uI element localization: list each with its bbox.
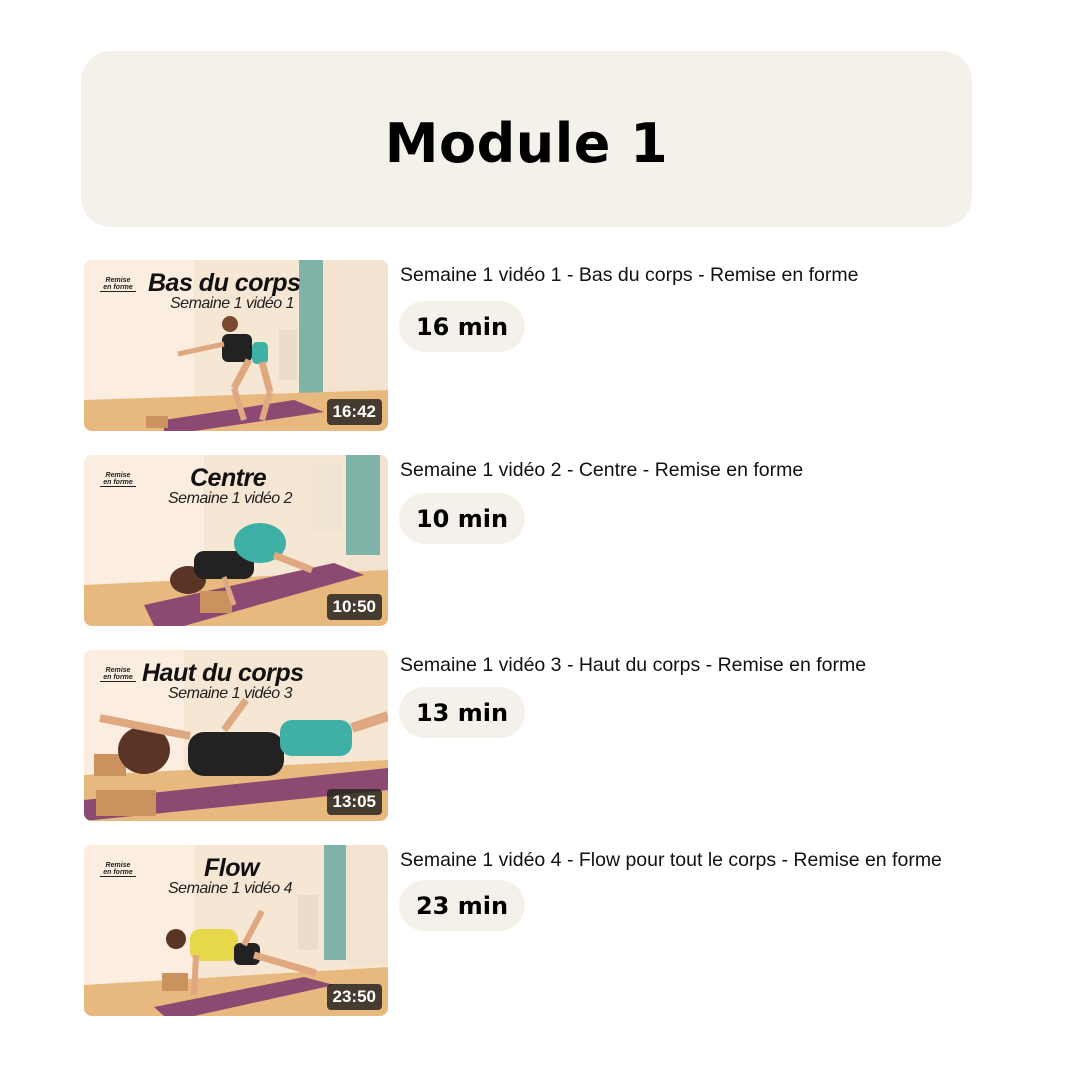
logo-line-2: en forme — [103, 479, 133, 486]
logo-line-1: Remise — [105, 277, 131, 284]
thumbnail-logo — [100, 277, 136, 292]
logo-line-2: en forme — [103, 869, 133, 876]
video-item-4[interactable] — [84, 845, 1014, 1017]
video-item-3[interactable] — [84, 650, 1014, 822]
video-thumbnail[interactable] — [84, 650, 388, 821]
thumbnail-title: Centre — [190, 464, 267, 492]
duration-badge: 23:50 — [327, 984, 382, 1010]
video-thumbnail[interactable] — [84, 455, 388, 626]
logo-line-1: Remise — [105, 472, 131, 479]
thumbnail-subtitle: Semaine 1 vidéo 2 — [168, 490, 293, 507]
video-thumbnail[interactable] — [84, 845, 388, 1016]
duration-badge: 10:50 — [327, 594, 382, 620]
thumbnail-logo — [100, 667, 136, 682]
thumbnail-title: Flow — [204, 854, 259, 882]
thumbnail-subtitle: Semaine 1 vidéo 1 — [170, 295, 295, 312]
video-title[interactable]: Semaine 1 vidéo 2 - Centre - Remise en forme — [400, 459, 804, 481]
video-item-2[interactable] — [84, 455, 1014, 627]
module-title: Module 1 — [384, 111, 669, 175]
video-title[interactable]: Semaine 1 vidéo 3 - Haut du corps - Remise en forme — [400, 654, 867, 676]
minutes-pill: 10 min — [399, 493, 525, 544]
video-thumbnail[interactable] — [84, 260, 388, 431]
video-title[interactable]: Semaine 1 vidéo 4 - Flow pour tout le corps - Remise en forme — [400, 849, 942, 871]
duration-badge: 13:05 — [327, 789, 382, 815]
module-header — [81, 51, 972, 227]
minutes-pill: 13 min — [399, 687, 525, 738]
thumbnail-title: Bas du corps — [148, 269, 301, 297]
video-title[interactable]: Semaine 1 vidéo 1 - Bas du corps - Remise en forme — [400, 264, 859, 286]
minutes-pill: 23 min — [399, 880, 525, 931]
thumbnail-subtitle: Semaine 1 vidéo 4 — [168, 880, 293, 897]
duration-badge: 16:42 — [327, 399, 382, 425]
video-item-1[interactable] — [84, 260, 1014, 432]
logo-line-1: Remise — [105, 667, 131, 674]
logo-line-2: en forme — [103, 284, 133, 291]
thumbnail-subtitle: Semaine 1 vidéo 3 — [168, 685, 293, 702]
thumbnail-title: Haut du corps — [142, 659, 304, 687]
logo-line-1: Remise — [105, 862, 131, 869]
thumbnail-logo — [100, 472, 136, 487]
thumbnail-logo — [100, 862, 136, 877]
minutes-pill: 16 min — [399, 301, 525, 352]
logo-line-2: en forme — [103, 674, 133, 681]
